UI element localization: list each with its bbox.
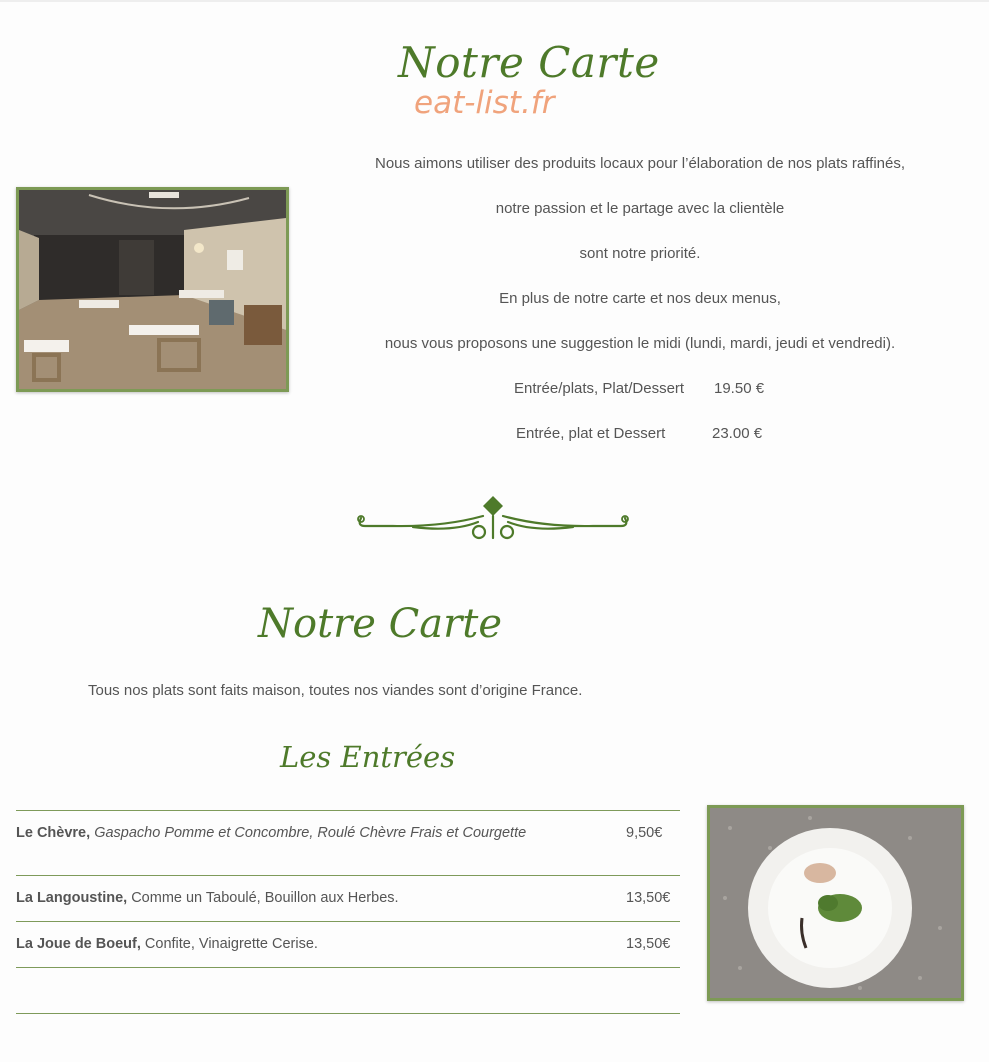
menu-item-name: La Joue de Boeuf, [16,936,141,952]
menu-item-price: 9,50€ [626,825,663,841]
menu-item [16,825,526,841]
intro-line: Nous aimons utiliser des produits locaux pour l’élaboration de nos plats raffinés, [374,155,906,172]
divider [16,1013,680,1014]
menu-item [16,936,318,952]
divider [16,875,680,876]
watermark: eat-list.fr [414,85,555,121]
menu-item-description: Comme un Taboulé, Bouillon aux Herbes. [131,890,399,906]
divider [16,810,680,811]
menu-item-name: Le Chèvre, [16,825,91,841]
section-title: Notre Carte [258,601,502,647]
plated-dish-photo [707,805,964,1001]
entrees-heading: Les Entrées [280,740,456,774]
formula-label: Entrée/plats, Plat/Dessert [514,380,685,397]
formula-price: 19.50 € [714,380,765,397]
intro-line: nous vous proposons une suggestion le midi (lundi, mardi, jeudi et vendredi). [384,335,896,352]
formula-label: Entrée, plat et Dessert [516,425,666,442]
menu-item-description: Gaspacho Pomme et Concombre, Roulé Chèvre Frais et Courgette [94,825,527,841]
menu-item-price: 13,50€ [626,936,671,952]
restaurant-interior-photo [16,187,289,392]
menu-item-name: La Langoustine, [16,890,128,906]
divider [16,967,680,968]
menu-item-description: Confite, Vinaigrette Cerise. [144,936,318,952]
intro-line: En plus de notre carte et nos deux menus, [499,290,781,307]
menu-item-price: 13,50€ [626,890,671,906]
menu-item [16,890,399,906]
page-title: Notre Carte [398,38,660,87]
intro-line: sont notre priorité. [579,245,701,262]
divider [16,921,680,922]
formula-price: 23.00 € [712,425,763,442]
ornament-divider-icon [353,492,633,548]
intro-line: notre passion et le partage avec la clientèle [495,200,785,217]
top-border [0,0,989,2]
section-subtitle: Tous nos plats sont faits maison, toutes nos viandes sont d’origine France. [88,682,583,699]
